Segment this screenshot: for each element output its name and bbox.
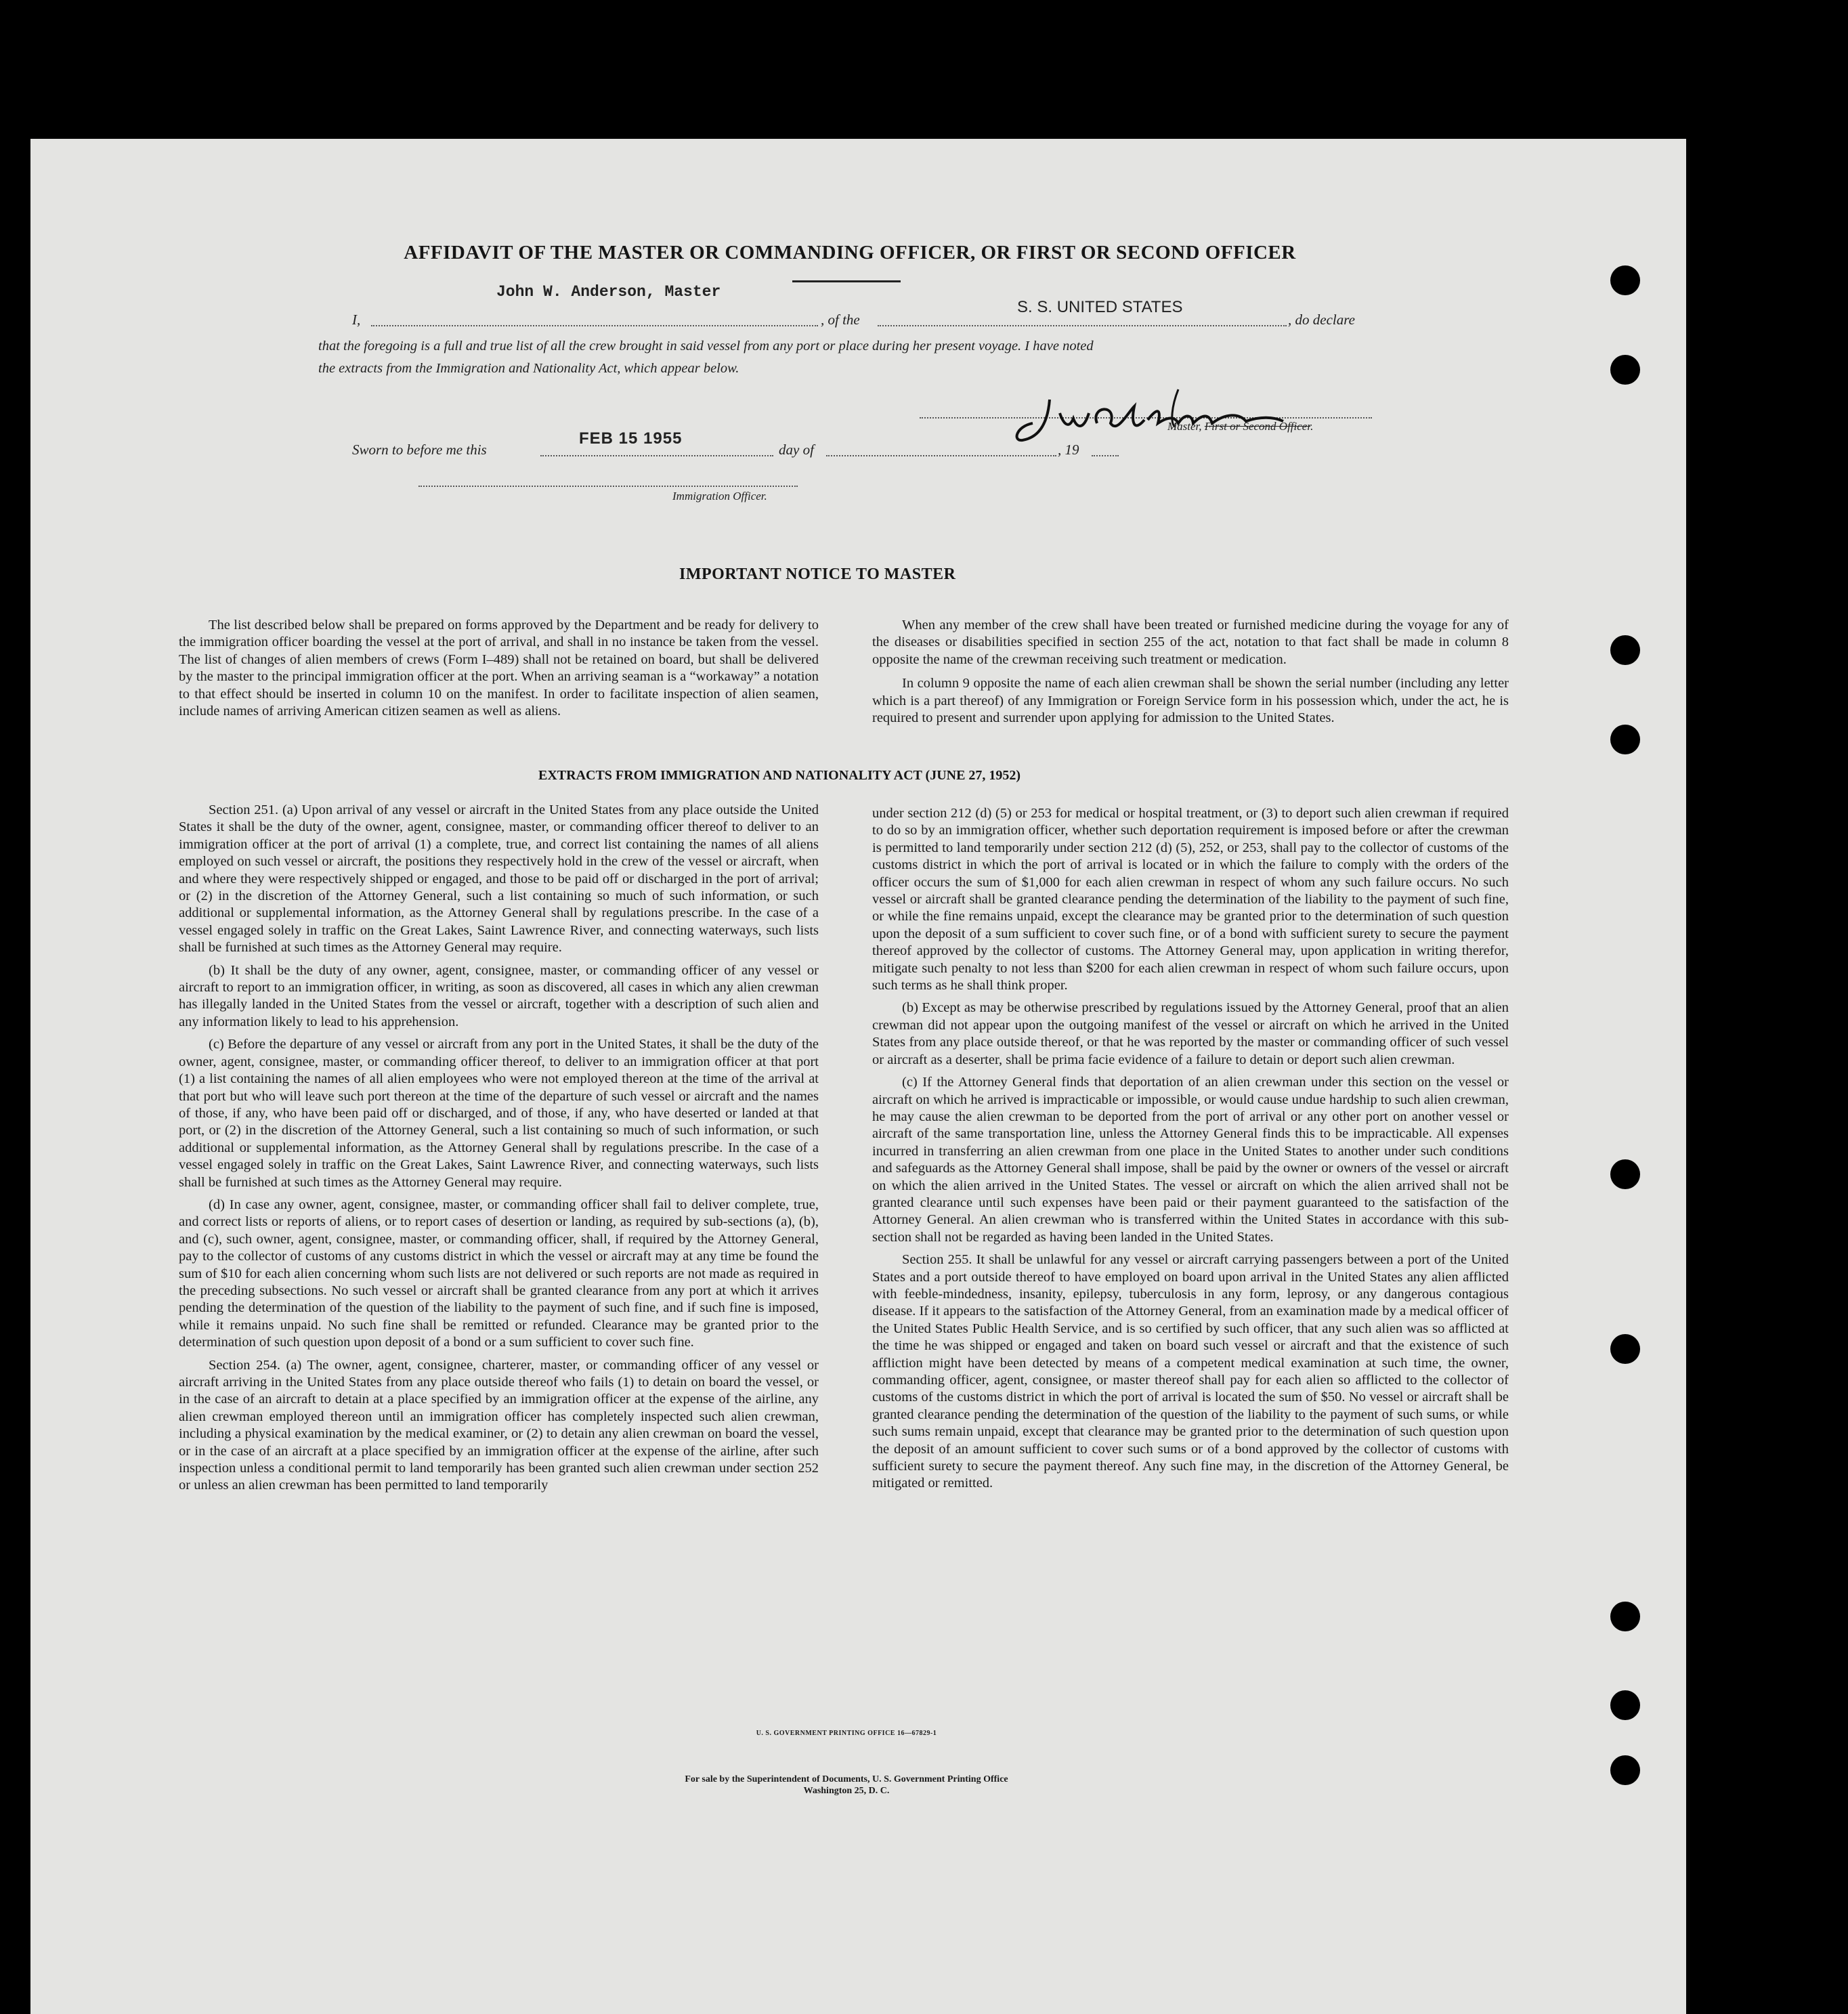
master-name-typed: John W. Anderson, Master	[496, 283, 721, 301]
section-251-b: (b) It shall be the duty of any owner, agent, consignee, master, or commanding officer of any vessel or aircraft to report to an immigration officer, in writing, as soon as discovered, all cases in which any alien crewman has illegally landed in the United States from the vessel or aircraft, together with a description of such alien and any information likely to lead to his apprehension.	[179, 962, 819, 1029]
notice-right-paragraph-2: In column 9 opposite the name of each alien crewman shall be shown the serial number (including any letter which is a part thereof) of any Immigration or Foreign Service form in his possession which, under the act, he is required to present and surrender upon applying for admission to the United States.	[872, 676, 1509, 726]
caption-period: .	[1310, 420, 1314, 433]
section-254-b: (b) Except as may be otherwise prescribed by regulations issued by the Attorney General, proof that an alien crewman did not appear upon the outgoing manifest of the vessel or aircraft on which he arrived in the United States from any place outside thereof, or that he was reported by the master or commanding officer of such vessel or aircraft as a deserter, shall be prima facie evidence of a failure to detain or deport such alien crewman.	[872, 1000, 1509, 1067]
section-254-c: (c) If the Attorney General finds that deportation of an alien crewman under this section on the vessel or aircraft on which he arrived is impracticable or impossible, or would cause undue hardship to such alien crewman, he may cause the alien crewman to be deported from the port of arrival or any other port on another vessel or aircraft of the same transportation line, unless the Attorney General finds this to be impracticable. All expenses incurred in transferring an alien crewman from one place in the United States to another under such conditions and safeguards as the Attorney General shall impose, shall be paid by the owner or owners of the vessel or aircraft on which the alien arrived in the United States. The vessel or aircraft on which the alien arrived shall not be granted clearance until such expenses have been paid or their payment guaranteed to the satisfaction of the Attorney General. An alien crewman who is transferred within the United States in accordance with this sub-section shall not be regarded as having been landed in the United States.	[872, 1075, 1509, 1245]
extracts-right-column	[872, 805, 1509, 1493]
notice-right-paragraph-1: When any member of the crew shall have been treated or furnished medicine during the voyage for any of the diseases or disabilities specified in section 255 of the act, notation to that fact shall be made in column 8 opposite the name of the crewman receiving such treatment or medication.	[872, 618, 1509, 667]
day-of-label: day of	[779, 442, 814, 458]
label-i: I,	[352, 312, 361, 328]
punch-hole	[1610, 1602, 1640, 1631]
sale-notice-line-2: Washington 25, D. C.	[803, 1786, 890, 1796]
section-251-c: (c) Before the departure of any vessel or aircraft from any port in the United States, it shall be the duty of the owner, agent, consignee, master, or commanding officer thereof, to deliver to an immigration officer at that port (1) a list containing the names of all alien employees who were not employed thereon at the time of the arrival at that port but who will leave such port thereon at the time of the departure of such vessel or aircraft and the names of those, if any, who have been paid off or discharged, and of those, if any, who have deserted or landed at that port, or (2) in the discretion of the Attorney General, such a list containing so much of such information, or such additional or supplemental information, as the Attorney General shall by regulations prescribe. In the case of a vessel engaged solely in traffic on the Great Lakes, Saint Lawrence River, and connecting waterways, such lists shall be furnished at such times as the Attorney General may require.	[179, 1037, 819, 1190]
section-255: Section 255. It shall be unlawful for any vessel or aircraft carrying passengers between a port of the United States and a port outside thereof to have employed on board upon arrival in the United States any alien afflicted with feeble-mindedness, insanity, epilepsy, tuberculosis in any form, leprosy, or any dangerous contagious disease. If it appears to the satisfaction of the Attorney General, from an examination made by a medical officer of the United States Public Health Service, and is so certified by such officer, that any such alien was so afflicted at the time he was shipped or engaged and taken on board such vessel or aircraft and that the existence of such affliction might have been detected by means of a competent medical examination at such time, the owner, commanding officer, agent, consignee, or master thereof shall pay for each alien so afflicted to the collector of customs of the customs district in which the port of arrival is located the sum of $50. No vessel or aircraft shall be granted clearance pending the determination of the question of the liability to the payment of such sums, or while such sums remain unpaid, except that clearance may be granted prior to the determination of such question upon the deposit of an amount sufficient to cover such sums or of a bond approved by the collector of customs with sufficient surety to secure the payment thereof. Any such fine may, in the discretion of the Attorney General, be mitigated or remitted.	[872, 1252, 1509, 1491]
printing-office-imprint: U. S. GOVERNMENT PRINTING OFFICE 16—67829-1	[756, 1730, 937, 1737]
vessel-name-typed: S. S. UNITED STATES	[1017, 298, 1183, 316]
sworn-date-line	[540, 455, 773, 456]
title-underline	[792, 280, 901, 282]
punch-hole	[1610, 1755, 1640, 1785]
master-signature	[1009, 386, 1361, 447]
sale-notice-line-1: For sale by the Superintendent of Documents, U. S. Government Printing Office	[685, 1774, 1008, 1784]
punch-hole	[1610, 355, 1640, 385]
section-254-a: Section 254. (a) The owner, agent, consignee, charterer, master, or commanding officer of any vessel or aircraft arriving in the United States from any place outside thereof who fails (1) to detain on board the vessel, or in the case of an aircraft to detain at a place specified by an immigration officer at the expense of the airline, any alien crewman employed thereon until an immigration officer has completely inspected such alien crewman, including a physical examination by the medical examiner, or (2) to detain any alien crewman on board the vessel, or in the case of an aircraft at a place specified by an immigration officer at the expense of the airline, after such inspection unless a conditional permit to land temporarily has been granted such alien crewman under section 252 or unless an alien crewman has been permitted to land temporarily	[179, 1357, 819, 1493]
year-blank-line	[1092, 455, 1119, 456]
punch-hole	[1610, 725, 1640, 754]
section-251-d: (d) In case any owner, agent, consignee, master, or commanding officer shall fail to deliver complete, true, and correct lists or reports of aliens, or to report cases of desertion or landing, as required by sub-sections (a), (b), and (c), such owner, agent, consignee, master, or commanding officer, shall, if required by the Attorney General, pay to the collector of customs of any customs district in which the vessel or aircraft may at any time be found the sum of $10 for each alien concerning whom such lists are not delivered or such reports are not made as required in the preceding subsections. No such vessel or aircraft shall be granted clearance from any port at which it arrives pending the determination of the question of the liability to the payment of such fine, and if such fine is imposed, while it remains unpaid. No such fine shall be remitted or refunded. Clearance may be granted prior to the determination of such question upon deposit of a bond or a sum sufficient to cover such fine.	[179, 1197, 819, 1350]
caption-struck-officer: First or Second Officer	[1204, 420, 1311, 433]
immigration-officer-label: Immigration Officer.	[672, 490, 767, 502]
vessel-blank-line	[878, 325, 1287, 326]
affidavit-title: AFFIDAVIT OF THE MASTER OR COMMANDING OFFICER, OR FIRST OR SECOND OFFICER	[404, 242, 1296, 263]
immigration-officer-line	[418, 486, 798, 487]
label-of-the: , of the	[821, 312, 860, 328]
signature-caption	[1167, 420, 1313, 433]
sworn-date-stamp: FEB 15 1955	[579, 429, 683, 448]
caption-master: Master,	[1167, 420, 1202, 433]
punch-hole	[1610, 635, 1640, 665]
section-254-a-continued: under section 212 (d) (5) or 253 for medical or hospital treatment, or (3) to deport such alien crewman if required to do so by an immigration officer, whether such deportation requirement is imposed before or after the crewman is permitted to land temporarily under section 212 (d) (5), 252, or 253, shall pay to the collector of customs of the customs district in which the port of arrival is located or in which the failure to comply with the orders of the officer occurs the sum of $1,000 for each alien crewman in respect of whom any such failure occurs. No such vessel or aircraft shall be granted clearance pending the determination of the liability to the payment of such fine, or while the fine remains unpaid, except the clearance may be granted prior to the determination of such question upon the deposit of a sum sufficient to cover such fine, or of a bond with sufficient surety to secure the payment thereof approved by the collector of customs. The Attorney General may, upon application in writing therefor, mitigate such penalty to not less than $200 for each alien crewman in respect of whom such failure occurs, upon such terms as he shall think proper.	[872, 806, 1509, 993]
section-251-a: Section 251. (a) Upon arrival of any vessel or aircraft in the United States from any place outside the United States it shall be the duty of the owner, agent, consignee, master, or commanding officer thereof to deliver to an immigration officer at the port of arrival (1) a complete, true, and correct list containing the names of all aliens employed on such vessel or aircraft, the positions they respectively hold in the crew of the vessel or aircraft, when and where they were respectively shipped or engaged, and those to be paid off or discharged in the port of arrival; or (2) in the discretion of the Attorney General, such a list containing so much of such information, or such additional or supplemental information, as the Attorney General shall by regulations prescribe. In the case of a vessel engaged solely in traffic on the Great Lakes, Saint Lawrence River, and connecting waterways, such lists shall be furnished at such times as the Attorney General may require.	[179, 802, 819, 956]
sworn-label: Sworn to before me this	[352, 442, 487, 458]
punch-hole	[1610, 265, 1640, 295]
notice-left-paragraph: The list described below shall be prepared on forms approved by the Department and be ready for delivery to the immigration officer boarding the vessel at the port of arrival, and shall in no instance be taken from the vessel. The list of changes of alien members of crews (Form I–489) shall not be retained on board, but shall be delivered by the master to the principal immigration officer at the port. When an arriving seaman is a “workaway” a notation to that effect should be inserted in column 10 on the manifest. In order to facilitate inspection of alien seamen, include names of arriving American citizen seamen as well as aliens.	[179, 618, 819, 719]
extracts-title: EXTRACTS FROM IMMIGRATION AND NATIONALITY ACT (JUNE 27, 1952)	[538, 768, 1021, 783]
label-do-declare: , do declare	[1288, 312, 1355, 328]
punch-hole	[1610, 1159, 1640, 1189]
year-label: , 19	[1058, 442, 1079, 458]
punch-hole	[1610, 1334, 1640, 1364]
month-blank-line	[826, 455, 1056, 456]
notice-right-column	[872, 617, 1509, 727]
notice-title: IMPORTANT NOTICE TO MASTER	[679, 565, 956, 583]
notice-left-column	[179, 617, 819, 720]
declaration-line-2: the extracts from the Immigration and Nationality Act, which appear below.	[318, 361, 739, 376]
name-blank-line	[371, 325, 818, 326]
punch-hole	[1610, 1690, 1640, 1720]
extracts-left-column	[179, 802, 819, 1495]
declaration-line-1: that the foregoing is a full and true list of all the crew brought in said vessel from any port or place during her present voyage. I have noted	[318, 339, 1094, 353]
